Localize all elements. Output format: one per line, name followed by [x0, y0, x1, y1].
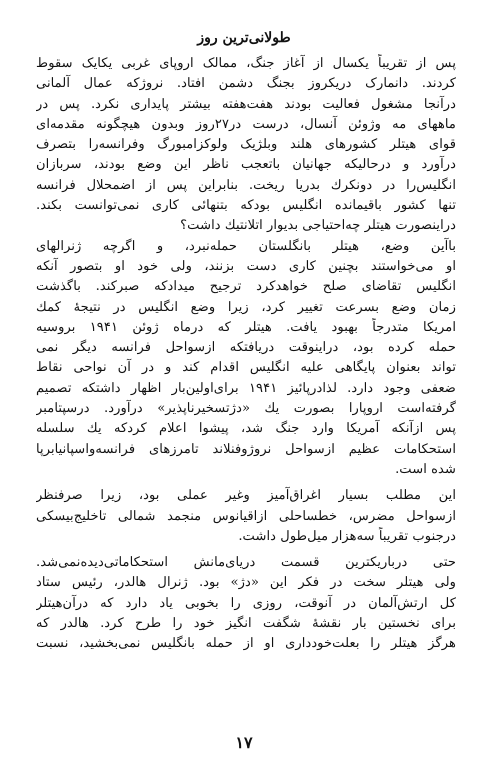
text-line: گرفته‌است اروپارا بصورت یك «دژتسخیرناپذیر» درآورد. درسپتامبر [36, 401, 456, 417]
page-number: ۱۷ [235, 733, 253, 752]
text-line: ولی هیتلر سخت در فکر این «دژ» بود. ژنرال هالدر، رئیس ستاد [36, 575, 456, 591]
text-line: او می‌خواستند بچنین کاری دست بزنند، ولی خود او بتصور آنکه [36, 258, 456, 274]
text-line: تنها کشور باقیمانده انگلیس بودکه بتنهائی کاری نمی‌توانست بکند. [36, 198, 456, 214]
paragraph-3 [36, 486, 456, 547]
text-line: انگلیس‌را در دونکرك بدریا ریخت. بنابراین پس از اضمحلال فرانسه [36, 177, 456, 193]
paragraph-1 [36, 54, 456, 237]
text-line: این مطلب بسیار اغراق‌آمیز وغیر عملی بود، زیرا صرفنظر [36, 488, 456, 504]
text-line: حتی درباریکترین قسمت دریای‌مانش استحکاماتی‌دیده‌نمی‌شد. [36, 555, 456, 571]
running-header: طولانی‌ترین روز [197, 30, 291, 46]
text-line: شده است. [395, 461, 456, 477]
paragraph-2 [36, 237, 456, 481]
text-line: پس از تقریباً یکسال از آغاز جنگ، ممالک اروپای غربی یکایک سقوط [36, 56, 456, 71]
text-line: ماههای مه وژوئن آنسال، درست در۲۷روز وبدون هیچگونه مقدمه‌ای [36, 116, 456, 132]
text-line: کردند. دانمارک دریکروز بجنگ دشمن افتاد. نروژکه عمال آلمانی [36, 76, 456, 92]
text-line: تواند بعنوان پایگاهی علیه انگلیس اقدام کند و در آن نواحی نقاط [36, 360, 456, 376]
text-line: درجنوب تقریباً سه‌هزار میل‌طول داشت. [238, 528, 456, 544]
text-line: استحکامات عظیم ازسواحل نروژوفنلاند تامرزهای فرانسه‌واسپانیابرپا [36, 441, 456, 457]
text-line: پس ازآنکه آمریکا وارد جنگ شد، پیشوا اعلام کردکه یك سلسله [36, 421, 456, 437]
paragraph-4 [36, 553, 456, 654]
text-line: ضعفی وجود دارد. لذادرپائیز ۱۹۴۱ برای‌اولین‌بار اظهار داشتکه تصمیم [36, 380, 456, 396]
text-line: زمان وضع بسرعت تغییر کرد، زیرا وضع انگلیس در نتیجهٔ کمك [36, 299, 456, 315]
text-line: ازسواحل مضرس، خطساحلی ازاقیانوس منجمد شمالی تاخلیج‌بیسکی [36, 508, 456, 524]
text-line: باآین وضع، هیتلر بانگلستان حمله‌نبرد، و اگرچه ژنرالهای [36, 238, 456, 254]
text-line: امریکا متدرجاً بهبود یافت. هیتلر که درماه ژوئن ۱۹۴۱ بروسیه [36, 319, 456, 335]
body-text [36, 54, 456, 655]
text-line: درآورد و درحالیکه جهانیان باتعجب ناظر این وضع بودند، سربازان [36, 157, 456, 173]
text-line: هرگز هیتلر را بعلت‌خودداری او از حمله بانگلیس نمی‌بخشید، نسبت [36, 636, 456, 652]
text-line: کل ارتش‌آلمان در آنوقت، روزی را بخوبی یاد دارد که درآن‌هیتلر [36, 595, 456, 611]
text-line: دراینصورت هیتلر چه‌احتیاجی بدیوار اتلانتیك داشت؟ [180, 218, 456, 234]
text-line: برای نخستین بار نقشهٔ شگفت انگیز خود را طرح کرد. هالدر که [36, 616, 456, 632]
text-line: حمله کرده بود، دراینوقت دریافتکه ازسواحل فرانسه دیگر نمی‌ [36, 340, 456, 356]
text-line: قوای هیتلر کشورهای هلند وبلژیک ولوکزامبورگ وفرانسه‌را بتصرف [36, 137, 456, 153]
text-line: انگلیس تقاضای صلح خواهدکرد ترجیح میدادکه صبرکند. باگذشت [36, 279, 456, 295]
text-line: درآنجا مشغول فعالیت بودند هفت‌هفته بیشتر پایداری نکرد. پس در [36, 96, 456, 112]
